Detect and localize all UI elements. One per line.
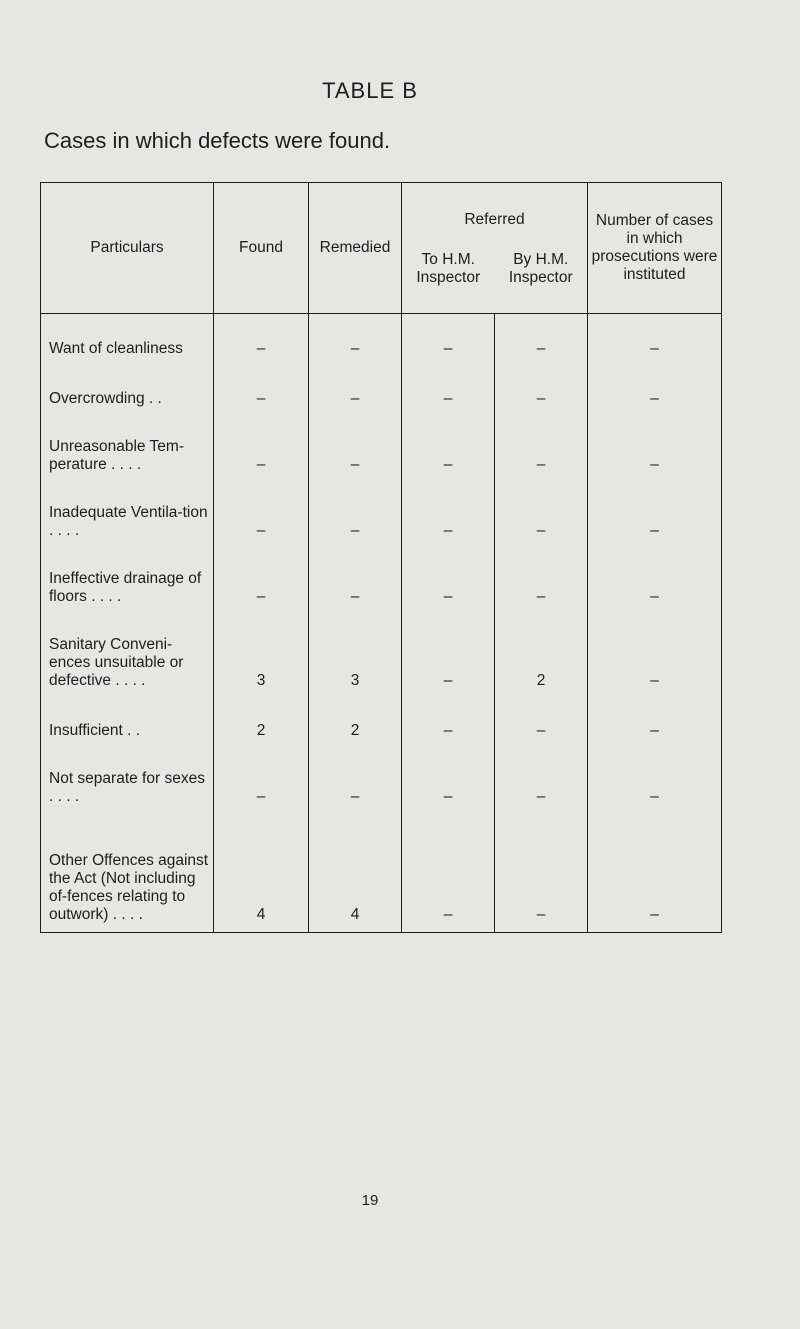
row-label: Sanitary Conveni-ences unsuitable or defective . . . . — [41, 606, 214, 690]
row-label: Insufficient . . — [41, 690, 214, 740]
by-hm-cell: – — [495, 806, 588, 933]
found-cell: – — [214, 314, 309, 359]
remedied-cell: – — [309, 408, 402, 474]
found-cell: – — [214, 474, 309, 540]
to-hm-cell: – — [402, 474, 495, 540]
row-label: Ineffective drainage of floors . . . . — [41, 540, 214, 606]
to-hm-cell: – — [402, 606, 495, 690]
table-row — [41, 606, 722, 690]
remedied-cell: – — [309, 540, 402, 606]
prosecutions-cell: – — [588, 314, 722, 359]
table-row — [41, 314, 722, 359]
header-prosecutions: Number of cases in which prosecutions were instituted — [588, 183, 722, 314]
header-referred-group — [402, 183, 588, 314]
row-label: Unreasonable Tem-perature . . . . — [41, 408, 214, 474]
remedied-cell: 2 — [309, 690, 402, 740]
to-hm-cell: – — [402, 314, 495, 359]
header-particulars: Particulars — [41, 183, 214, 314]
row-label: Overcrowding . . — [41, 358, 214, 408]
by-hm-cell: – — [495, 408, 588, 474]
table-title: TABLE B — [322, 78, 418, 103]
prosecutions-cell: – — [588, 740, 722, 806]
remedied-cell: – — [309, 474, 402, 540]
remedied-cell: – — [309, 358, 402, 408]
prosecutions-cell: – — [588, 358, 722, 408]
to-hm-cell: – — [402, 740, 495, 806]
row-label: Other Offences against the Act (Not including of-fences relating to outwork) . . . . — [41, 806, 214, 933]
defects-table — [40, 182, 722, 933]
table-row — [41, 806, 722, 933]
remedied-cell: – — [309, 314, 402, 359]
table-row — [41, 474, 722, 540]
header-remedied: Remedied — [309, 183, 402, 314]
prosecutions-cell: – — [588, 540, 722, 606]
table-row — [41, 408, 722, 474]
by-hm-cell: 2 — [495, 606, 588, 690]
remedied-cell: 3 — [309, 606, 402, 690]
table-row — [41, 690, 722, 740]
to-hm-cell: – — [402, 408, 495, 474]
to-hm-cell: – — [402, 690, 495, 740]
prosecutions-cell: – — [588, 690, 722, 740]
header-to-hm-inspector: To H.M. Inspector — [416, 251, 481, 286]
found-cell: – — [214, 408, 309, 474]
header-row — [41, 183, 722, 314]
table-subtitle: Cases in which defects were found. — [44, 128, 391, 153]
found-cell: 4 — [214, 806, 309, 933]
by-hm-cell: – — [495, 740, 588, 806]
found-cell: – — [214, 540, 309, 606]
found-cell: – — [214, 740, 309, 806]
header-found: Found — [214, 183, 309, 314]
remedied-cell: 4 — [309, 806, 402, 933]
to-hm-cell: – — [402, 806, 495, 933]
by-hm-cell: – — [495, 690, 588, 740]
by-hm-cell: – — [495, 314, 588, 359]
remedied-cell: – — [309, 740, 402, 806]
by-hm-cell: – — [495, 540, 588, 606]
by-hm-cell: – — [495, 474, 588, 540]
row-label: Want of cleanliness — [41, 314, 214, 359]
found-cell: 3 — [214, 606, 309, 690]
table-row — [41, 540, 722, 606]
prosecutions-cell: – — [588, 408, 722, 474]
row-label: Inadequate Ventila-tion . . . . — [41, 474, 214, 540]
page-number: 19 — [361, 1192, 379, 1209]
prosecutions-cell: – — [588, 474, 722, 540]
to-hm-cell: – — [402, 358, 495, 408]
table-row — [41, 358, 722, 408]
table-row — [41, 740, 722, 806]
header-by-hm-inspector: By H.M. Inspector — [508, 251, 573, 286]
header-referred: Referred — [464, 211, 525, 228]
prosecutions-cell: – — [588, 806, 722, 933]
row-label: Not separate for sexes . . . . — [41, 740, 214, 806]
found-cell: – — [214, 358, 309, 408]
to-hm-cell: – — [402, 540, 495, 606]
found-cell: 2 — [214, 690, 309, 740]
prosecutions-cell: – — [588, 606, 722, 690]
by-hm-cell: – — [495, 358, 588, 408]
